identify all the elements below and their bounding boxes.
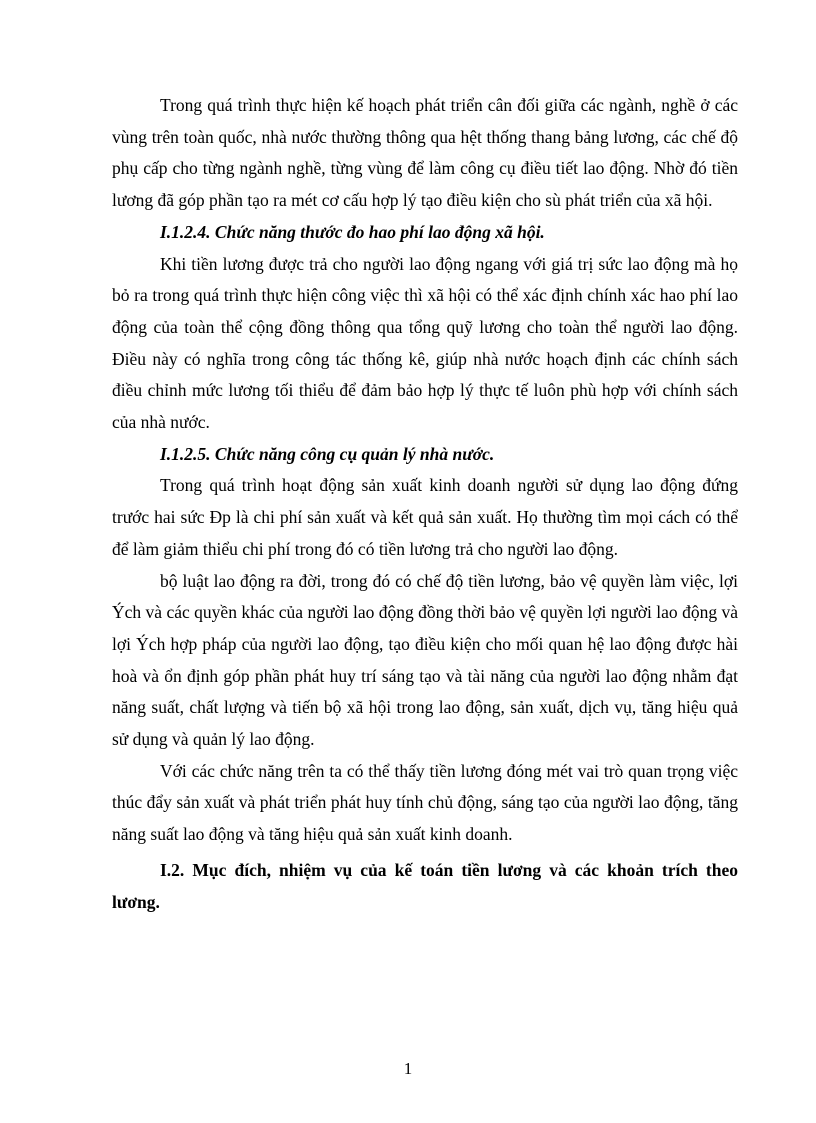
paragraph-labor-cost-measure: Khi tiền lương được trả cho người lao động ngang với giá trị sức lao động mà họ bỏ ra trong quá trình thực hiện công việc thì xã hội có thể xác định chính xác hao phí lao động của toàn thể cộng đồng thông qua tổng quỹ lương cho toàn thể người lao động. Điều này có nghĩa trong công tác thống kê, giúp nhà nước hoạch định các chính sách điều chỉnh mức lương tối thiểu để đảm bảo hợp lý thực tế luôn phù hợp với chính sách của nhà nước. bbox=[112, 253, 738, 433]
section-heading-1-1-2-5: I.1.2.5. Chức năng công cụ quản lý nhà nước. bbox=[160, 443, 495, 464]
page-body bbox=[112, 90, 738, 918]
paragraph-wage-regulation: Trong quá trình thực hiện kế hoạch phát triển cân đối giữa các ngành, nghề ở các vùng trên toàn quốc, nhà nước thường thông qua hệt thống thang bảng lương, các chế độ phụ cấp cho từng ngành nghề, từng vùng để làm công cụ điều tiết lao động. Nhờ đó tiền lương đã góp phần tạo ra mét cơ cấu hợp lý tạo điều kiện cho sù phát triển của xã hội. bbox=[112, 95, 738, 211]
paragraph-conclusion: Với các chức năng trên ta có thể thấy tiền lương đóng mét vai trò quan trọng việc thúc đẩy sản xuất và phát triển phát huy tính chủ động, sáng tạo của người lao động, tăng năng suất lao động và tăng hiệu quả sản xuất kinh doanh. bbox=[112, 760, 738, 845]
section-heading-1-1-2-4: I.1.2.4. Chức năng thước đo hao phí lao động xã hội. bbox=[160, 221, 545, 242]
page-number: 1 bbox=[403, 1059, 413, 1078]
section-heading-1-2: I.2. Mục đích, nhiệm vụ của kế toán tiền lương và các khoản trích theo lương. bbox=[112, 859, 738, 912]
paragraph-labor-law: bộ luật lao động ra đời, trong đó có chế độ tiền lương, bảo vệ quyền làm việc, lợi Ých và các quyền khác của người lao động đồng thời bảo vệ quyền lợi người lao động và lợi Ých hợp pháp của người lao động, tạo điều kiện cho mối quan hệ lao động được hài hoà và ổn định góp phần phát huy trí sáng tạo và tài năng của người lao động nhằm đạt năng suất, chất lượng và tiến bộ xã hội trong lao động, sản xuất, dịch vụ, tăng hiệu quả sử dụng và quản lý lao động. bbox=[112, 570, 738, 750]
paragraph-employer-pressure: Trong quá trình hoạt động sản xuất kinh doanh người sử dụng lao động đứng trước hai sức Đp là chi phí sản xuất và kết quả sản xuất. Họ thường tìm mọi cách có thể để làm giảm thiểu chi phí trong đó có tiền lương trả cho người lao động. bbox=[112, 475, 738, 559]
